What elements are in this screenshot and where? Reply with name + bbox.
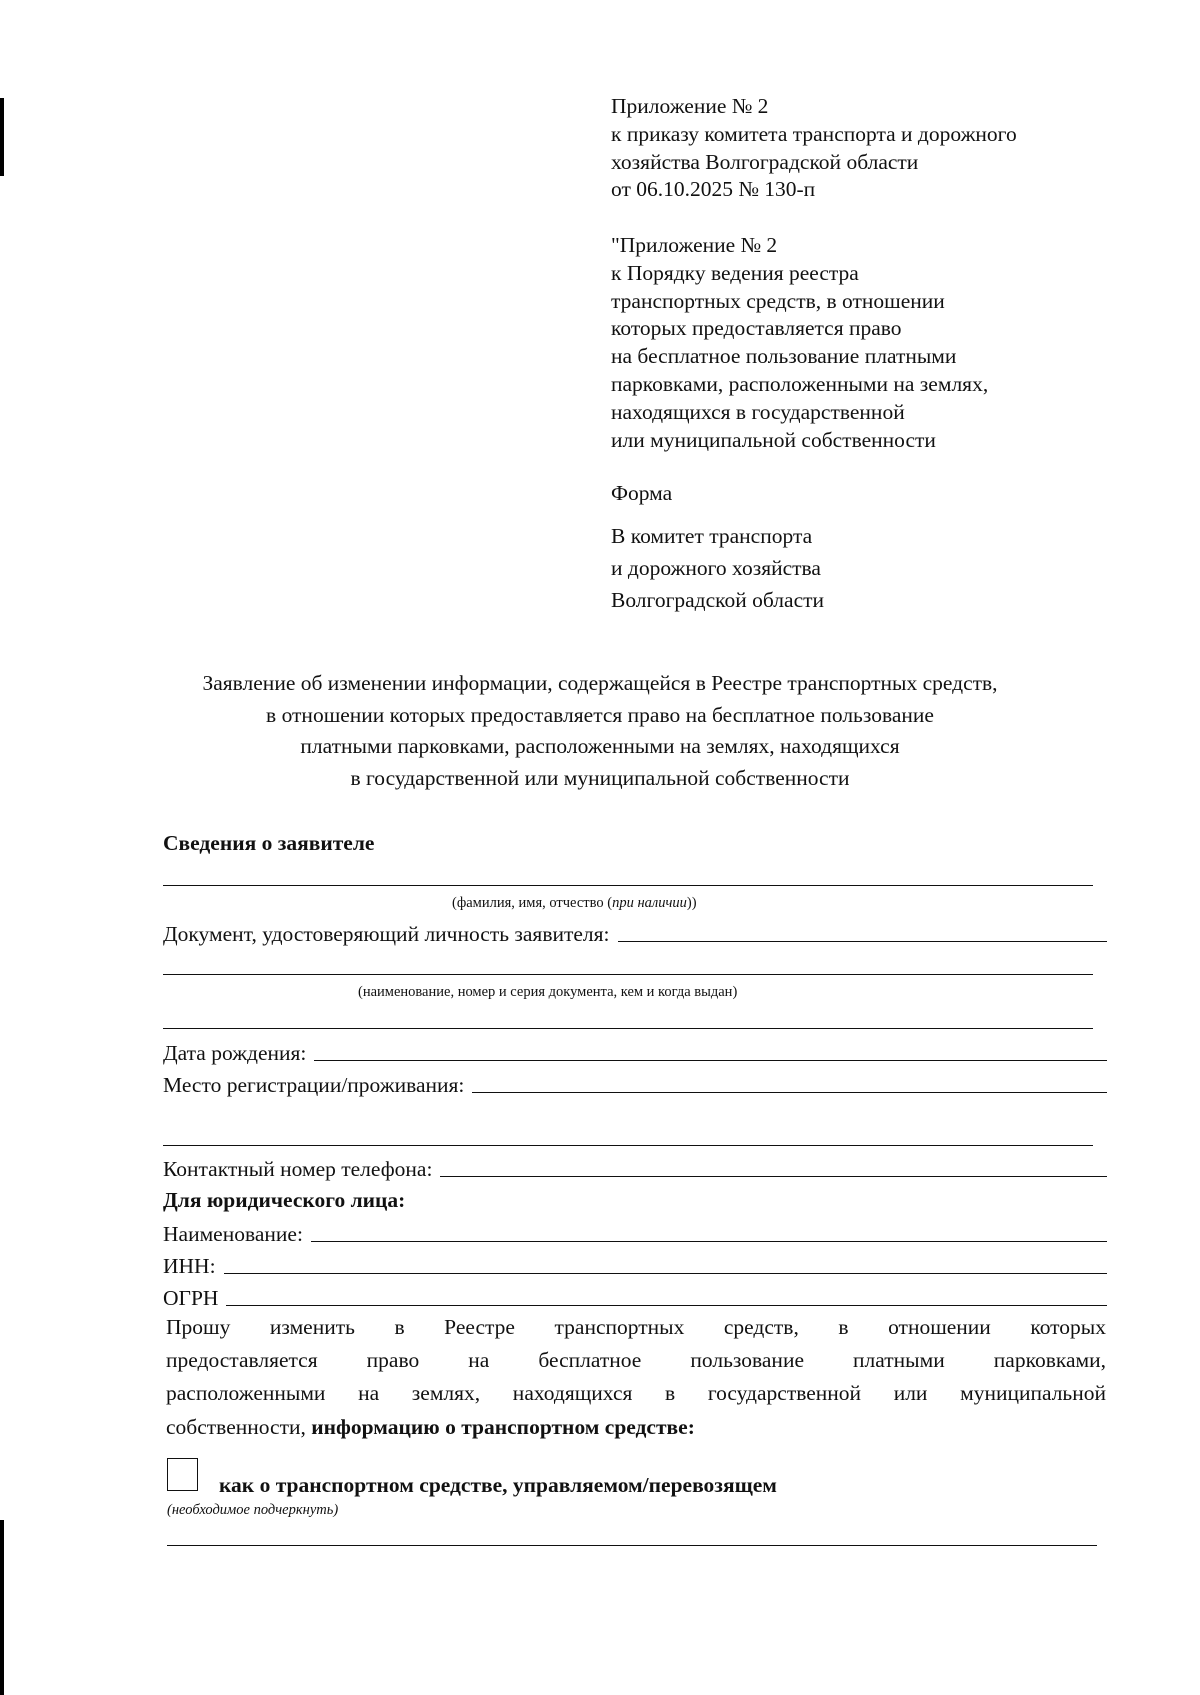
residence-line-2[interactable] <box>163 1145 1093 1146</box>
residence-label: Место регистрации/проживания: <box>163 1073 465 1097</box>
request-line: Прошу изменить в Реестре транспортных средств, в отношении которых <box>166 1315 1106 1339</box>
birth-date-field <box>163 1036 1107 1066</box>
fio-caption <box>452 895 697 912</box>
inn-input-line[interactable] <box>224 1273 1107 1274</box>
title-line: в отношении которых предоставляется право на бесплатное пользование <box>266 702 934 727</box>
appendix-header <box>611 93 1017 204</box>
addressee-line: Волгоградской области <box>611 588 825 612</box>
document-caption: (наименование, номер и серия документа, кем и когда выдан) <box>358 984 738 1000</box>
procedure-appendix-line: которых предоставляется право <box>611 316 902 341</box>
residence-field <box>163 1068 1107 1098</box>
request-line-last <box>166 1411 1106 1444</box>
document-line-2[interactable] <box>163 974 1093 975</box>
fio-line[interactable] <box>163 885 1093 886</box>
phone-field <box>163 1152 1107 1182</box>
request-line: предоставляется право на бесплатное пользование платными парковками, <box>166 1348 1106 1373</box>
ogrn-field <box>163 1281 1107 1311</box>
procedure-appendix-line: или муниципальной собственности <box>611 427 936 452</box>
addressee-line: и дорожного хозяйства <box>611 556 821 580</box>
appendix-line: хозяйства Волгоградской области <box>611 149 919 174</box>
phone-input-line[interactable] <box>440 1176 1107 1177</box>
procedure-appendix-line: на бесплатное пользование платными <box>611 344 957 369</box>
document-label: Документ, удостоверяющий личность заявителя: <box>163 922 610 946</box>
appendix-line: к приказу комитета транспорта и дорожного <box>611 121 1017 146</box>
procedure-appendix-line: "Приложение № 2 <box>611 233 778 257</box>
fio-caption-text: (фамилия, имя, отчество ( <box>452 895 613 911</box>
scan-edge-mark-bottom <box>0 1520 4 1695</box>
org-name-input-line[interactable] <box>311 1241 1107 1242</box>
phone-label: Контактный номер телефона: <box>163 1157 433 1181</box>
addressee-block <box>611 520 824 616</box>
request-paragraph <box>166 1311 1106 1444</box>
procedure-appendix-line: транспортных средств, в отношении <box>611 288 945 313</box>
birth-date-label: Дата рождения: <box>163 1041 307 1065</box>
form-label: Форма <box>611 481 673 505</box>
procedure-appendix-line: к Порядку ведения реестра <box>611 260 859 285</box>
inn-label: ИНН: <box>163 1254 216 1278</box>
addressee-line: В комитет транспорта <box>611 524 813 548</box>
document-field <box>163 917 1107 947</box>
inn-field <box>163 1249 1107 1279</box>
residence-input-line[interactable] <box>472 1092 1107 1093</box>
ogrn-label: ОГРН <box>163 1286 219 1310</box>
ogrn-input-line[interactable] <box>226 1305 1107 1306</box>
legal-entity-heading: Для юридического лица: <box>163 1188 406 1212</box>
vehicle-option-checkbox[interactable] <box>167 1458 198 1491</box>
request-line-regular: собственности, <box>166 1414 312 1439</box>
document-title <box>150 668 1050 794</box>
document-input-line[interactable] <box>618 941 1107 942</box>
org-name-field <box>163 1217 1107 1247</box>
title-line: в государственной или муниципальной собственности <box>350 765 850 790</box>
vehicle-option-line[interactable] <box>167 1545 1097 1546</box>
applicant-heading: Сведения о заявителе <box>163 831 375 855</box>
title-line: платными парковками, расположенными на землях, находящихся <box>300 734 900 759</box>
appendix-line: Приложение № 2 <box>611 94 769 118</box>
fio-caption-italic: при наличии <box>612 895 687 911</box>
request-line-bold: информацию о транспортном средстве: <box>311 1414 695 1439</box>
document-line-3[interactable] <box>163 1028 1093 1029</box>
birth-date-input-line[interactable] <box>314 1060 1107 1061</box>
scan-edge-mark-top <box>0 98 4 176</box>
procedure-appendix-line: парковками, расположенными на землях, <box>611 371 989 396</box>
vehicle-option-label: как о транспортном средстве, управляемом/перевозящем <box>219 1473 777 1497</box>
fio-caption-end: )) <box>686 895 697 911</box>
procedure-appendix-line: находящихся в государственной <box>611 399 905 424</box>
procedure-appendix-header <box>611 232 988 454</box>
title-line: Заявление об изменении информации, содержащейся в Реестре транспортных средств, <box>202 671 998 695</box>
request-line: расположенными на землях, находящихся в государственной или муниципальной <box>166 1381 1106 1406</box>
appendix-line: от 06.10.2025 № 130-п <box>611 177 816 202</box>
org-name-label: Наименование: <box>163 1222 303 1246</box>
underline-note: (необходимое подчеркнуть) <box>167 1502 339 1518</box>
